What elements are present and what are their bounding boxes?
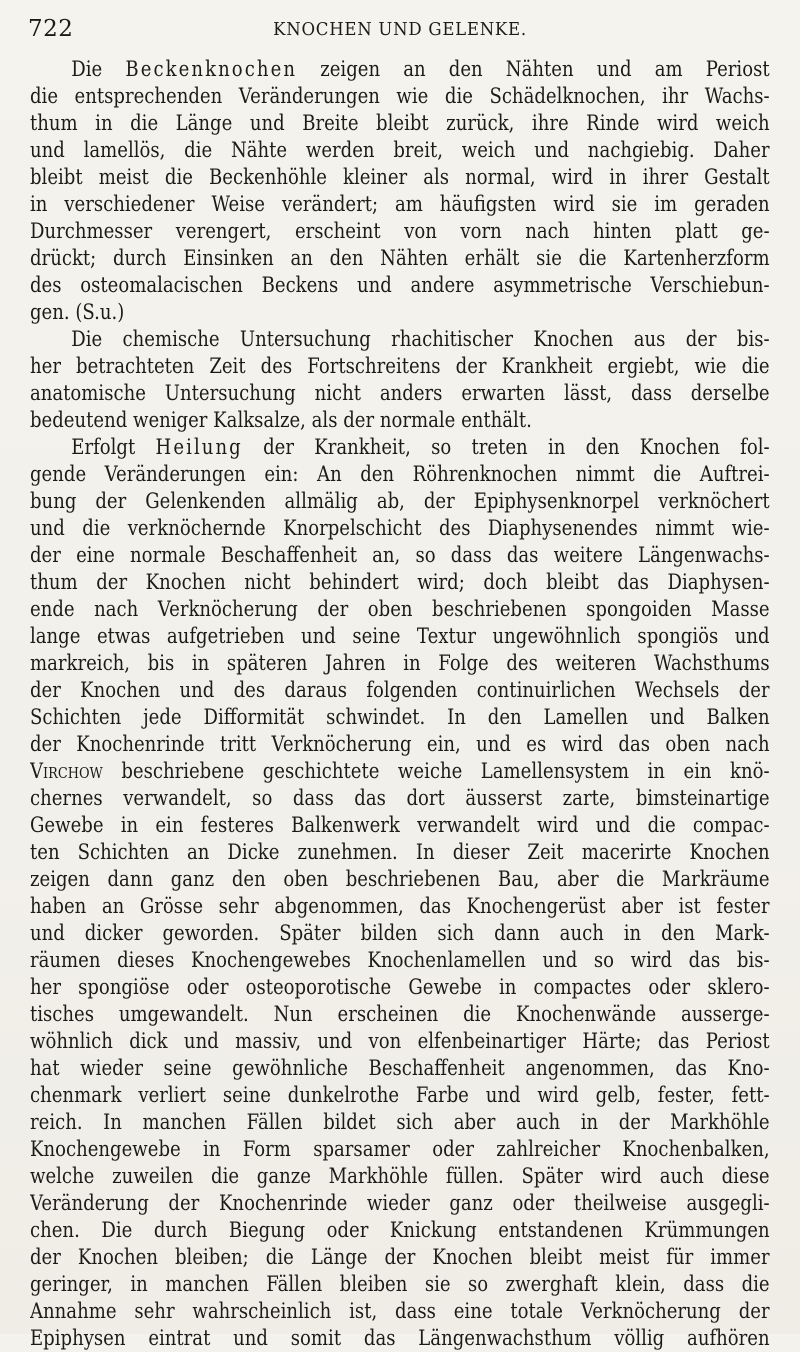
- line-text: Durchmesser verengert, erscheint von vorn nach hinten platt ge-: [30, 219, 770, 243]
- line-text: zeigen an den Nähten und am Periost: [297, 57, 770, 81]
- text-line: [30, 812, 770, 839]
- line-text: der Knochenrinde tritt Verknöcherung ein, und es wird das oben nach: [30, 732, 770, 756]
- line-text: ten Schichten an Dicke zunehmen. In dieser Zeit macerirte Knochen: [30, 840, 770, 864]
- line-text: wöhnlich dick und massiv, und von elfenbeinartiger Härte; das Periost: [30, 1029, 770, 1053]
- author-name: Virchow: [30, 759, 103, 783]
- text-line: [30, 380, 770, 407]
- line-text: Erfolgt: [71, 435, 156, 459]
- line-text: Veränderung der Knochenrinde wieder ganz oder theilweise ausgegli-: [30, 1191, 770, 1215]
- text-line: [30, 866, 770, 893]
- text-line: [30, 353, 770, 380]
- text-line: [30, 1244, 770, 1271]
- text-line: [30, 299, 770, 326]
- text-line: [30, 596, 770, 623]
- text-line: [30, 677, 770, 704]
- text-line: [30, 704, 770, 731]
- line-text: zeigen dann ganz den oben beschriebenen Bau, aber die Markräume: [30, 867, 770, 891]
- line-text: in verschiedener Weise verändert; am häufigsten wird sie im geraden: [30, 192, 770, 216]
- text-line: [30, 920, 770, 947]
- line-text: der Krankheit, so treten in den Knochen fol-: [242, 435, 770, 459]
- text-line: [30, 218, 770, 245]
- text-line: [30, 434, 770, 461]
- line-text: räumen dieses Knochengewebes Knochenlamellen und so wird das bis-: [30, 948, 770, 972]
- line-text: Die chemische Untersuchung rhachitischer Knochen aus der bis-: [71, 327, 770, 351]
- text-line: [30, 1163, 770, 1190]
- text-line: [30, 515, 770, 542]
- spaced-term: Beckenknochen: [125, 57, 298, 81]
- line-text: chernes verwandelt, so dass das dort äusserst zarte, bimsteinartige: [30, 786, 770, 810]
- line-text: anatomische Untersuchung nicht anders erwarten lässt, dass derselbe: [30, 381, 770, 405]
- text-line: [30, 137, 770, 164]
- text-line: [30, 1055, 770, 1082]
- line-text: und lamellös, die Nähte werden breit, weich und nachgiebig. Daher: [30, 138, 770, 162]
- line-text: und die verknöchernde Knorpelschicht des Diaphysenendes nimmt wie-: [30, 516, 770, 540]
- text-line: [30, 947, 770, 974]
- line-text: haben an Grösse sehr abgenommen, das Knochengerüst aber ist fester: [30, 894, 770, 918]
- text-line: [30, 272, 770, 299]
- line-text: markreich, bis in späteren Jahren in Folge des weiteren Wachsthums: [30, 651, 770, 675]
- text-line: [30, 893, 770, 920]
- text-line: [30, 461, 770, 488]
- line-text: der eine normale Beschaffenheit an, so dass das weitere Längenwachs-: [30, 543, 770, 567]
- line-text: die entsprechenden Veränderungen wie die Schädelknochen, ihr Wachs-: [30, 84, 770, 108]
- line-text: und dicker geworden. Später bilden sich dann auch in den Mark-: [30, 921, 770, 945]
- text-line: [30, 839, 770, 866]
- line-text: geringer, in manchen Fällen bleiben sie so zwerghaft klein, dass die: [30, 1272, 770, 1296]
- line-text: thum der Knochen nicht behindert wird; doch bleibt das Diaphysen-: [30, 570, 770, 594]
- line-text: ende nach Verknöcherung der oben beschriebenen spongoiden Masse: [30, 597, 770, 621]
- line-text: Annahme sehr wahrscheinlich ist, dass eine totale Verknöcherung der: [30, 1299, 770, 1323]
- text-line: [30, 56, 770, 83]
- running-title: KNOCHEN UND GELENKE.: [273, 19, 527, 40]
- text-line: [30, 110, 770, 137]
- line-text: Schichten jede Difformität schwindet. In den Lamellen und Balken: [30, 705, 770, 729]
- text-line: [30, 1109, 770, 1136]
- text-line: [30, 83, 770, 110]
- line-text: chenmark verliert seine dunkelrothe Farbe und wird gelb, fester, fett-: [30, 1083, 770, 1107]
- line-text: Epiphysen eintrat und somit das Längenwachsthum völlig aufhören: [30, 1326, 770, 1350]
- line-text: welche zuweilen die ganze Markhöhle füllen. Später wird auch diese: [30, 1164, 770, 1188]
- text-line: [30, 326, 770, 353]
- page-number: 722: [28, 16, 74, 42]
- text-line: [30, 164, 770, 191]
- text-line: [30, 650, 770, 677]
- line-text: reich. In manchen Fällen bildet sich aber auch in der Markhöhle: [30, 1110, 770, 1134]
- text-line: [30, 1001, 770, 1028]
- text-line: [30, 623, 770, 650]
- text-line: [30, 191, 770, 218]
- text-line: [30, 731, 770, 758]
- line-text: drückt; durch Einsinken an den Nähten erhält sie die Kartenherzform: [30, 246, 770, 270]
- line-text: tisches umgewandelt. Nun erscheinen die Knochenwände ausserge-: [30, 1002, 770, 1026]
- line-text: thum in die Länge und Breite bleibt zurück, ihre Rinde wird weich: [30, 111, 770, 135]
- line-text: Gewebe in ein festeres Balkenwerk verwandelt wird und die compac-: [30, 813, 770, 837]
- line-text: her betrachteten Zeit des Fortschreitens der Krankheit ergiebt, wie die: [30, 354, 770, 378]
- spaced-term: Heilung: [155, 435, 243, 459]
- text-line: [30, 1028, 770, 1055]
- text-line: [30, 1325, 770, 1352]
- line-text: chen. Die durch Biegung oder Knickung entstandenen Krümmungen: [30, 1218, 770, 1242]
- text-line: [30, 1217, 770, 1244]
- line-text: bung der Gelenkenden allmälig ab, der Epiphysenknorpel verknöchert: [30, 489, 770, 513]
- text-line: [30, 407, 770, 434]
- line-text: beschriebene geschichtete weiche Lamellensystem in ein knö-: [102, 759, 770, 783]
- line-text: der Knochen und des daraus folgenden continuirlichen Wechsels der: [30, 678, 770, 702]
- text-line: [30, 1298, 770, 1325]
- line-text: gende Veränderungen ein: An den Röhrenknochen nimmt die Auftrei-: [30, 462, 770, 486]
- line-text: des osteomalacischen Beckens und andere asymmetrische Verschiebun-: [30, 273, 770, 297]
- page-header: [28, 12, 772, 46]
- line-text: Die: [71, 57, 126, 81]
- text-line: [30, 1136, 770, 1163]
- text-line: [30, 785, 770, 812]
- text-line: [30, 488, 770, 515]
- line-text: bleibt meist die Beckenhöhle kleiner als normal, wird in ihrer Gestalt: [30, 165, 770, 189]
- line-text: hat wieder seine gewöhnliche Beschaffenheit angenommen, das Kno-: [30, 1056, 770, 1080]
- text-line: [30, 1082, 770, 1109]
- line-text: Knochengewebe in Form sparsamer oder zahlreicher Knochenbalken,: [30, 1137, 770, 1161]
- text-line: [30, 1271, 770, 1298]
- text-line: [30, 569, 770, 596]
- text-line: [30, 1190, 770, 1217]
- line-text: der Knochen bleiben; die Länge der Knochen bleibt meist für immer: [30, 1245, 770, 1269]
- line-text: her spongiöse oder osteoporotische Gewebe in compactes oder sklero-: [30, 975, 770, 999]
- body-text: [30, 56, 770, 1352]
- line-text: bedeutend weniger Kalksalze, als der normale enthält.: [30, 408, 532, 432]
- text-line: [30, 542, 770, 569]
- line-text: gen. (S.u.): [30, 300, 125, 324]
- text-line: [30, 758, 770, 785]
- line-text: lange etwas aufgetrieben und seine Textur ungewöhnlich spongiös und: [30, 624, 770, 648]
- text-line: [30, 245, 770, 272]
- text-line: [30, 974, 770, 1001]
